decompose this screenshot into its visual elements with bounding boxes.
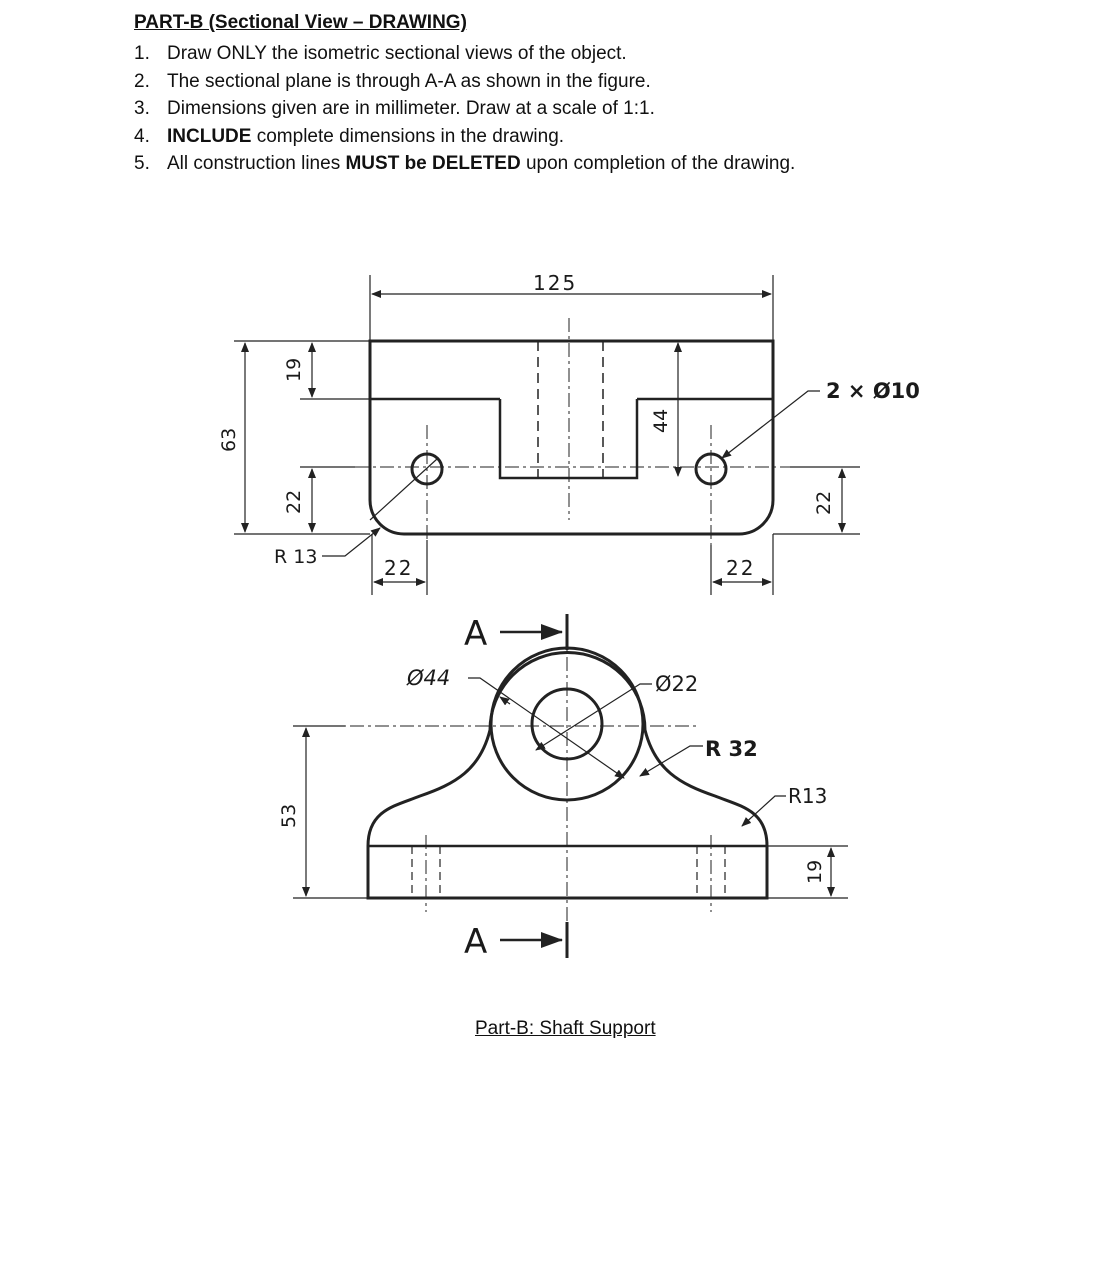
dim-hole-spec: 2 × Ø10 [826,379,920,403]
top-view-labels [278,614,827,962]
dim-corner-radius: R13 [788,784,828,808]
dim-slot-depth-44: 44 [650,408,672,433]
instruction-text: Dimensions given are in millimeter. Draw at a scale of 1:1. [167,98,655,120]
section-markers [500,614,567,958]
dim-hole-height-left-22: 22 [283,489,305,514]
section-label-bottom: A [464,922,488,962]
dim-inner-diameter: Ø22 [655,672,699,696]
instruction-text: upon completion of the drawing. [520,153,796,175]
section-label-top: A [464,614,488,654]
instruction-emphasis: MUST be DELETED [345,153,521,175]
front-view [355,318,790,545]
dim-fillet-radius: R 32 [705,737,758,761]
boss-inner-circle [532,689,602,759]
dim-hole-offset-left-22: 22 [384,556,414,580]
instruction-number: 3. [134,98,150,120]
top-view-dimensions [293,678,848,898]
dim-width-125: 125 [533,271,578,295]
dim-corner-radius-r13: R 13 [274,546,318,568]
instruction-number: 5. [134,153,150,175]
dim-outer-diameter: Ø44 [407,666,451,690]
instruction-number: 2. [134,70,150,92]
page-heading: PART-B (Sectional View – DRAWING) [134,12,467,33]
front-view-dimensions [234,275,860,595]
instruction-text: Draw ONLY the isometric sectional views of the object. [167,43,627,64]
instruction-text: complete dimensions in the drawing. [251,125,565,147]
instruction-emphasis: INCLUDE [167,125,252,147]
dim-overall-depth: 53 [278,803,300,828]
dim-base-thickness: 19 [804,859,826,884]
instruction-text: All construction lines [167,153,346,175]
dim-hole-offset-right-22: 22 [726,556,756,580]
dim-height-63: 63 [218,427,240,452]
dim-hole-height-right-22: 22 [813,490,835,515]
dim-top-thickness-19: 19 [283,357,305,382]
instruction-number: 1. [134,43,150,64]
figure-caption: Part-B: Shaft Support [475,1018,656,1039]
instruction-number: 4. [134,125,150,147]
instruction-text: The sectional plane is through A-A as shown in the figure. [167,70,651,92]
front-view-outline [370,341,773,534]
